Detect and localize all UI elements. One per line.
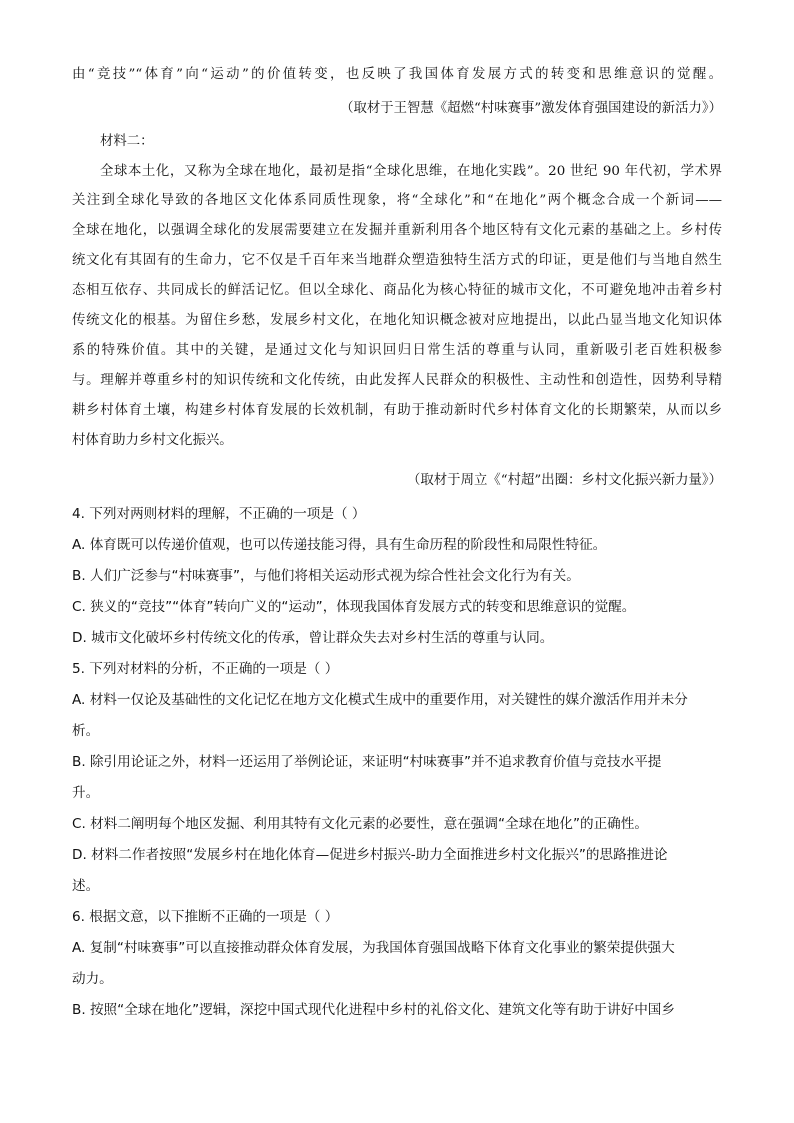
question-4-option-c: C. 狭义的“竞技”“体育”转向广义的“运动”，体现我国体育发展方式的转变和思维意识的觉醒。	[72, 599, 636, 615]
question-6-option-a: A. 复制“村味赛事”可以直接推动群众体育发展，为我国体育强国战略下体育文化事业的繁荣提供强大	[72, 940, 675, 956]
question-6-option-a-cont: 动力。	[72, 971, 113, 987]
material1-last-line: 由“竞技”“体育”向“运动”的价值转变，也反映了我国体育发展方式的转变和思维意识的觉醒。	[72, 67, 722, 82]
question-4-option-d: D. 城市文化破坏乡村传统文化的传承，曾让群众失去对乡村生活的尊重与认同。	[72, 630, 554, 646]
material2-line: 耕乡村体育土壤，构建乡村体育发展的长效机制，有助于推动新时代乡村体育文化的长期繁荣，从而以乡	[72, 403, 722, 418]
material2-line: 与。理解并尊重乡村的知识传统和文化传统，由此发挥人民群众的积极性、主动性和创造性，因势利导精	[72, 373, 722, 388]
question-5-option-b-cont: 升。	[72, 785, 100, 801]
question-4-option-b: B. 人们广泛参与“村味赛事”，与他们将相关运动形式视为综合性社会文化行为有关。	[72, 568, 580, 584]
question-4-stem: 4. 下列对两则材料的理解，不正确的一项是（ ）	[72, 506, 366, 522]
material2-line: 传统文化的根基。为留住乡愁，发展乡村文化，在地化知识概念被对应地提出，以此凸显当地文化知识体	[72, 313, 722, 328]
question-5-option-d: D. 材料二作者按照“发展乡村在地化体育—促进乡村振兴-助力全面推进乡村文化振兴”的思路推进论	[72, 847, 668, 863]
question-6-option-b: B. 按照“全球在地化”逻辑，深挖中国式现代化进程中乡村的礼俗文化、建筑文化等有助于讲好中国乡	[72, 1002, 675, 1018]
material2-line: 全球在地化，以强调全球化的发展需要建立在发掘并重新利用各个地区特有文化元素的基础之上。乡村传	[72, 223, 722, 238]
question-6-stem: 6. 根据文意，以下推断不正确的一项是（ ）	[72, 909, 339, 925]
material2-line: 全球本土化，又称为全球在地化，最初是指“全球化思维，在地化实践”。20 世纪 90 年代初，学术界	[100, 164, 722, 179]
material2-line: 关注到全球化导致的各地区文化体系同质性现象，将“全球化”和“在地化”两个概念合成一个新词——	[72, 193, 722, 208]
question-4-option-a: A. 体育既可以传递价值观，也可以传递技能习得，具有生命历程的阶段性和局限性特征。	[72, 537, 607, 553]
material2-line: 态相互依存、共同成长的鲜活记忆。但以全球化、商品化为核心特征的城市文化，不可避免地冲击着乡村	[72, 283, 722, 298]
question-5-option-a: A. 材料一仅论及基础性的文化记忆在地方文化模式生成中的重要作用，对关键性的媒介激活作用并未分	[72, 692, 688, 708]
question-5-option-c: C. 材料二阐明每个地区发掘、利用其特有文化元素的必要性，意在强调“全球在地化”的正确性。	[72, 816, 648, 832]
question-5-option-a-cont: 析。	[72, 723, 100, 739]
question-5-option-d-cont: 述。	[72, 878, 100, 894]
material2-source: （取材于周立《“村超”出圈：乡村文化振兴新力量》）	[407, 473, 722, 488]
material2-line: 村体育助力乡村文化振兴。	[72, 433, 233, 448]
question-5-stem: 5. 下列对材料的分析，不正确的一项是（ ）	[72, 661, 339, 677]
material2-line: 系的特殊价值。其中的关键，是通过文化与知识回归日常生活的尊重与认同，重新吸引老百姓积极参	[72, 343, 722, 358]
material2-line: 统文化有其固有的生命力，它不仅是千百年来当地群众塑造独特生活方式的印证，更是他们与当地自然生	[72, 253, 722, 268]
material2-heading: 材料二：	[100, 134, 154, 149]
material1-source: （取材于王智慧《超燃“村味赛事”激发体育强国建设的新活力》）	[340, 101, 722, 116]
question-5-option-b: B. 除引用论证之外，材料一还运用了举例论证，来证明“村味赛事”并不追求教育价值与竞技水平提	[72, 754, 662, 770]
